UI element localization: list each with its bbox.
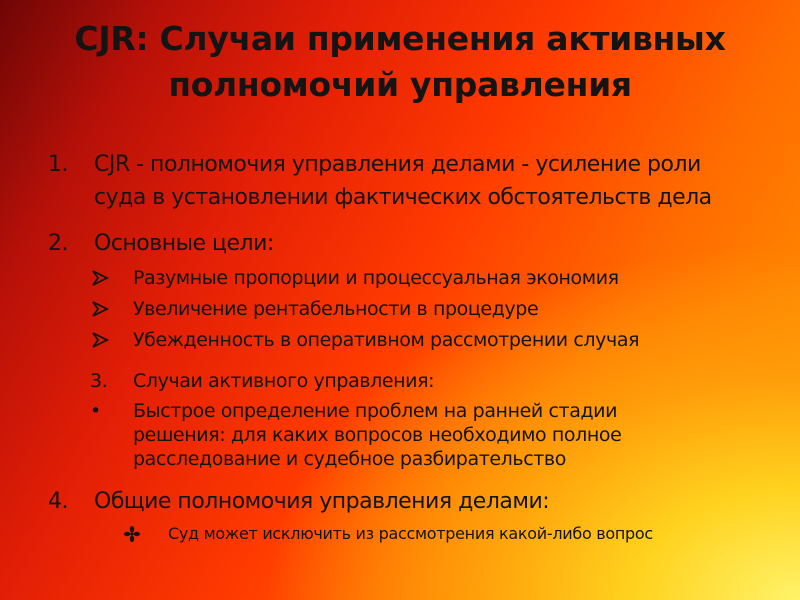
sub-item-2-1 [90,266,790,290]
item-text: Случаи активного управления: [133,370,435,392]
arrow-check-icon [90,266,120,290]
title-line-2: полномочий управления [168,65,632,104]
diamond-clover-icon [124,523,154,545]
sub-item-3-1 [90,399,790,471]
item-text: Основные цели: [94,231,274,256]
arrow-check-icon [90,328,120,352]
list-item-1 [48,148,796,214]
item-number: 4. [48,489,68,514]
sub-item-text: Увеличение рентабельности в процедуре [133,298,539,320]
list-item-2 [48,227,796,260]
slide-title [0,16,800,108]
list-item-3 [90,369,790,393]
item-text-line-2: суда в установлении фактических обстоятельств дела [94,185,712,210]
sub-item-text-line-1: Быстрое определение проблем на ранней стадии [133,400,618,422]
item-number: 3. [90,370,108,392]
sub-item-text: Суд может исключить из рассмотрения какой-либо вопрос [168,524,653,543]
arrow-check-icon [90,297,120,321]
sub-item-2-2 [90,297,790,321]
sub-item-text-line-3: расследование и судебное разбирательство [133,448,566,470]
sub-item-text-line-2: решения: для каких вопросов необходимо полное [133,424,622,446]
sub-item-text: Разумные пропорции и процессуальная экономия [133,267,619,289]
item-number: 1. [48,152,68,177]
sub-item-2-3 [90,328,790,352]
sub-item-4-1 [124,523,784,545]
item-text-line-1: CJR - полномочия управления делами - усиление роли [94,152,701,177]
bullet-dot: • [90,400,101,422]
item-text: Общие полномочия управления делами: [94,489,550,514]
title-line-1: CJR: Случаи применения активных [74,19,726,58]
sub-item-text: Убежденность в оперативном рассмотрении случая [133,329,640,351]
list-item-4 [48,485,796,518]
item-number: 2. [48,231,68,256]
